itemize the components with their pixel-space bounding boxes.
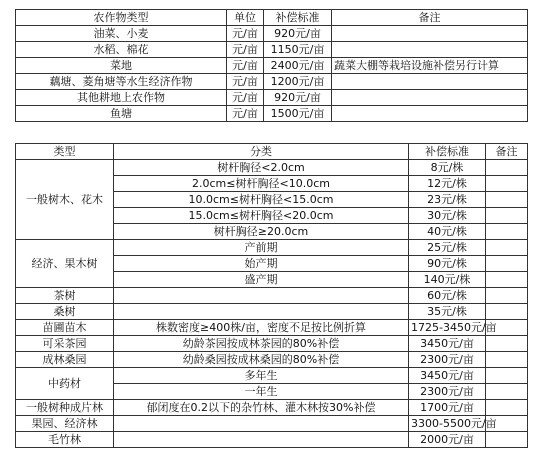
group-cell: 中药材: [16, 368, 114, 400]
standard-cell: 90元/株: [409, 256, 486, 272]
standard-cell: 2300元/亩: [409, 352, 486, 368]
remark-cell: [486, 176, 528, 192]
standard-cell: 3300-5500元/亩: [409, 416, 486, 432]
table-header-row: [16, 10, 528, 26]
category-cell: 产前期: [114, 240, 409, 256]
remark-cell: [332, 26, 528, 42]
group-cell: 一般树木、花木: [16, 160, 114, 240]
standard-cell: 12元/株: [409, 176, 486, 192]
standard-cell: 40元/株: [409, 224, 486, 240]
unit-cell: 元/亩: [227, 74, 264, 90]
category-cell: 幼龄桑园按成林桑园的80%补偿: [114, 352, 409, 368]
table-row: [16, 288, 528, 304]
remark-cell: [486, 400, 528, 416]
standard-cell: 2300元/亩: [409, 384, 486, 400]
category-cell: [114, 304, 409, 320]
remark-cell: [332, 42, 528, 58]
header-type: 类型: [16, 144, 114, 160]
remark-cell: [486, 208, 528, 224]
standard-cell: 1500元/亩: [264, 106, 332, 122]
group-cell: 桑树: [16, 304, 114, 320]
remark-cell: [486, 384, 528, 400]
category-cell: [114, 416, 409, 432]
remark-cell: 蔬菜大棚等栽培设施补偿另行计算: [332, 58, 528, 74]
crop-name: 菜地: [16, 58, 227, 74]
group-cell: 苗圃苗木: [16, 320, 114, 336]
unit-cell: 元/亩: [227, 58, 264, 74]
category-cell: 2.0cm≤树杆胸径<10.0cm: [114, 176, 409, 192]
group-cell: 茶树: [16, 288, 114, 304]
table-row: [16, 106, 528, 122]
remark-cell: [486, 304, 528, 320]
table-row: [16, 304, 528, 320]
standard-cell: 35元/株: [409, 304, 486, 320]
group-cell: 经济、果木树: [16, 240, 114, 288]
remark-cell: [486, 256, 528, 272]
category-cell: [114, 288, 409, 304]
table-row: [16, 336, 528, 352]
category-cell: 15.0cm≤树杆胸径<20.0cm: [114, 208, 409, 224]
table-row: [16, 240, 528, 256]
table-row: [16, 90, 528, 106]
unit-cell: 元/亩: [227, 26, 264, 42]
standard-cell: 30元/株: [409, 208, 486, 224]
standard-cell: 1150元/亩: [264, 42, 332, 58]
category-cell: 盛产期: [114, 272, 409, 288]
remark-cell: [486, 352, 528, 368]
standard-cell: 25元/株: [409, 240, 486, 256]
remark-cell: [486, 224, 528, 240]
category-cell: 树杆胸径<2.0cm: [114, 160, 409, 176]
standard-cell: 2000元/亩: [409, 432, 486, 448]
category-cell: 一年生: [114, 384, 409, 400]
remark-cell: [486, 336, 528, 352]
crop-name: 油菜、小麦: [16, 26, 227, 42]
crop-compensation-table: [15, 9, 528, 122]
crop-name: 其他耕地上农作物: [16, 90, 227, 106]
remark-cell: [486, 272, 528, 288]
group-cell: 一般树种成片林: [16, 400, 114, 416]
standard-cell: 920元/亩: [264, 90, 332, 106]
header-crop-type: 农作物类型: [16, 10, 227, 26]
unit-cell: 元/亩: [227, 42, 264, 58]
remark-cell: [486, 432, 528, 448]
header-standard: 补偿标准: [264, 10, 332, 26]
standard-cell: 3450元/亩: [409, 368, 486, 384]
group-cell: 可采茶园: [16, 336, 114, 352]
standard-cell: 60元/株: [409, 288, 486, 304]
standard-cell: 1725-3450元/亩: [409, 320, 486, 336]
unit-cell: 元/亩: [227, 106, 264, 122]
header-remark: 备注: [486, 144, 528, 160]
standard-cell: 3450元/亩: [409, 336, 486, 352]
remark-cell: [332, 90, 528, 106]
table-row: [16, 400, 528, 416]
header-category: 分类: [114, 144, 409, 160]
header-remark: 备注: [332, 10, 528, 26]
category-cell: 郁闭度在0.2以下的杂竹林、灌木林按30%补偿: [114, 400, 409, 416]
table-row: [16, 416, 528, 432]
remark-cell: [486, 160, 528, 176]
category-cell: 树杆胸径≥20.0cm: [114, 224, 409, 240]
unit-cell: 元/亩: [227, 90, 264, 106]
remark-cell: [486, 192, 528, 208]
remark-cell: [332, 74, 528, 90]
standard-cell: 140元/株: [409, 272, 486, 288]
table-row: [16, 42, 528, 58]
category-cell: [114, 432, 409, 448]
category-cell: 10.0cm≤树杆胸径<15.0cm: [114, 192, 409, 208]
standard-cell: 23元/株: [409, 192, 486, 208]
table-row: [16, 368, 528, 384]
category-cell: 幼龄茶园按成林茶园的80%补偿: [114, 336, 409, 352]
group-cell: 毛竹林: [16, 432, 114, 448]
header-standard: 补偿标准: [409, 144, 486, 160]
crop-name: 鱼塘: [16, 106, 227, 122]
table-row: [16, 74, 528, 90]
remark-cell: [332, 106, 528, 122]
table-row: [16, 432, 528, 448]
table-row: [16, 160, 528, 176]
group-cell: 果园、经济林: [16, 416, 114, 432]
category-cell: 始产期: [114, 256, 409, 272]
table-row: [16, 352, 528, 368]
table-row: [16, 58, 528, 74]
table-row: [16, 320, 528, 336]
table-row: [16, 26, 528, 42]
category-cell: 多年生: [114, 368, 409, 384]
standard-cell: 2400元/亩: [264, 58, 332, 74]
crop-name: 水稻、棉花: [16, 42, 227, 58]
crop-name: 藕塘、菱角塘等水生经济作物: [16, 74, 227, 90]
remark-cell: [486, 240, 528, 256]
category-cell: 株数密度≥400株/亩，密度不足按比例折算: [114, 320, 409, 336]
standard-cell: 8元/株: [409, 160, 486, 176]
standard-cell: 1200元/亩: [264, 74, 332, 90]
group-cell: 成林桑园: [16, 352, 114, 368]
standard-cell: 920元/亩: [264, 26, 332, 42]
header-unit: 单位: [227, 10, 264, 26]
remark-cell: [486, 368, 528, 384]
table-header-row: [16, 144, 528, 160]
remark-cell: [486, 288, 528, 304]
tree-compensation-table: [15, 143, 528, 448]
standard-cell: 1700元/亩: [409, 400, 486, 416]
